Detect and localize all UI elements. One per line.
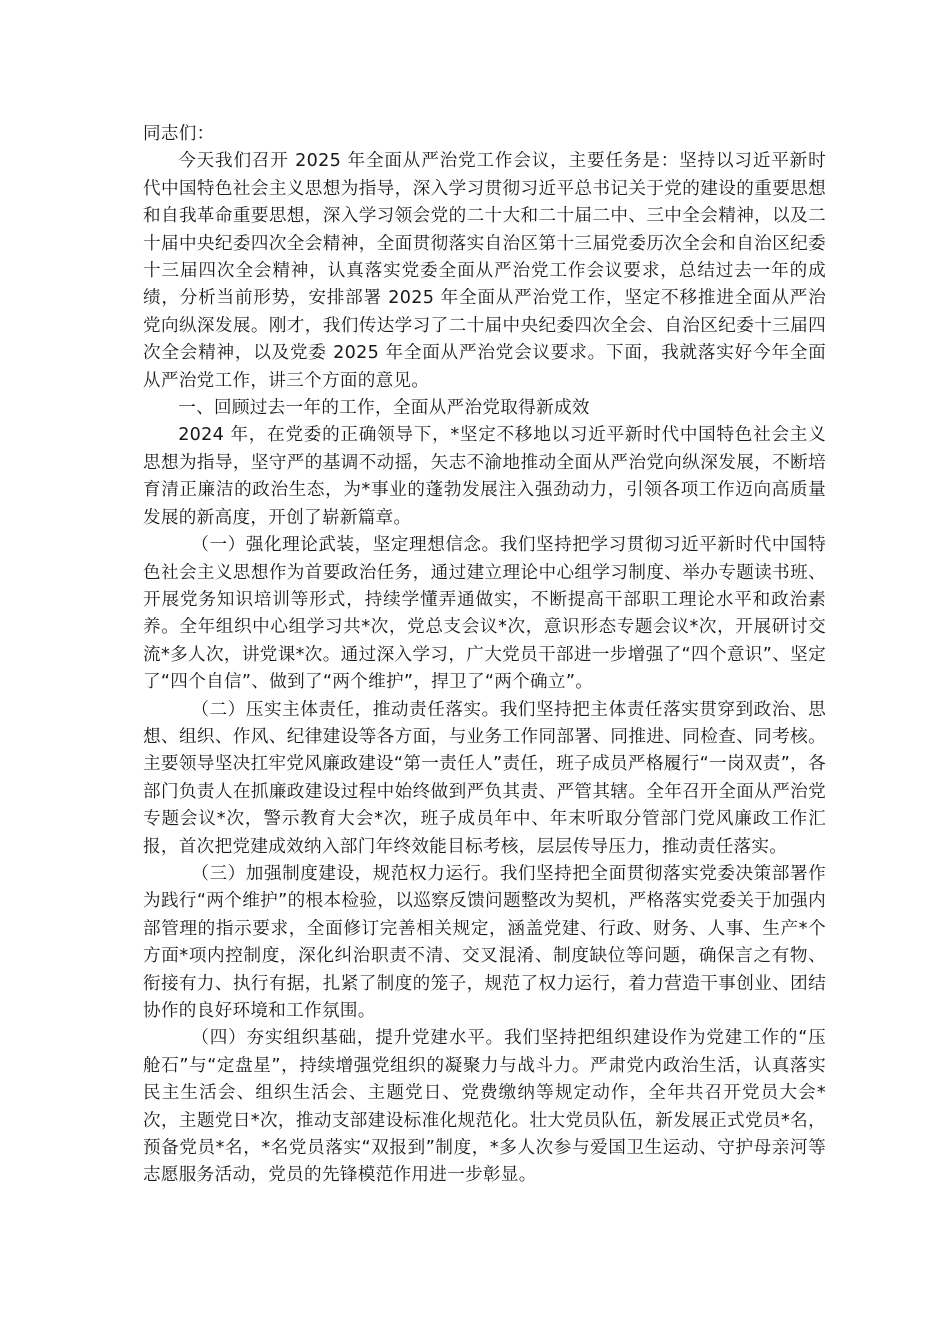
subsection-theory: （一）强化理论武装，坚定理想信念。我们坚持把学习贯彻习近平新时代中国特色社会主义思想作为首要政治任务，通过建立理论中心组学习制度、举办专题读书班、开展党务知识培训等形式，持续学懂弄通做实，不断提高干部职工理论水平和政治素养。全年组织中心组学习共*次，党总支会议*次，意识形态专题会议*次，开展研讨交流*多人次，讲党课*次。通过深入学习，广大党员干部进一步增强了“四个意识”、坚定了“四个自信”、做到了“两个维护”，捍卫了“两个确立”。 — [143, 535, 826, 693]
section-heading-1: 一、回顾过去一年的工作，全面从严治党取得新成效 — [178, 398, 590, 419]
document-page — [143, 121, 826, 1190]
subsection-system: （三）加强制度建设，规范权力运行。我们坚持把全面贯彻落实党委决策部署作为践行“两个维护”的根本检验，以巡察反馈问题整改为契机，严格落实党委关于加强内部管理的指示要求，全面修订完善相关规定，涵盖党建、行政、财务、人事、生产*个方面*项内控制度，深化纠治职责不清、交叉混淆、制度缺位等问题，确保言之有物、衔接有力、执行有据，扎紧了制度的笼子，规范了权力运行，着力营造干事创业、团结协作的良好环境和工作氛围。 — [143, 863, 826, 1021]
paragraph-opening: 今天我们召开 2025 年全面从严治党工作会议，主要任务是：坚持以习近平新时代中国特色社会主义思想为指导，深入学习贯彻习近平总书记关于党的建设的重要思想和自我革命重要思想，深入学习领会党的二十大和二十届二中、三中全会精神，以及二十届中央纪委四次全会精神，全面贯彻落实自治区第十三届党委历次全会和自治区纪委十三届四次全会精神，认真落实党委全面从严治党工作会议要求，总结过去一年的成绩，分析当前形势，安排部署 2025 年全面从严治党工作，坚定不移推进全面从严治党向纵深发展。刚才，我们传达学习了二十届中央纪委四次全会、自治区纪委十三届四次全会精神，以及党委 2025 年全面从严治党会议要求。下面，我就落实好今年全面从严治党工作，讲三个方面的意见。 — [143, 151, 826, 391]
salutation: 同志们： — [143, 124, 215, 144]
subsection-organization: （四）夯实组织基础，提升党建水平。我们坚持把组织建设作为党建工作的“压舱石”与“定盘星”，持续增强党组织的凝聚力与战斗力。严肃党内政治生活，认真落实民主生活会、组织生活会、主题党日、党费缴纳等规定动作，全年共召开党员大会*次，主题党日*次，推动支部建设标准化规范化。壮大党员队伍，新发展正式党员*名，预备党员*名，*名党员落实“双报到”制度，*多人次参与爱国卫生运动、守护母亲河等志愿服务活动，党员的先锋模范作用进一步彰显。 — [143, 1028, 826, 1186]
paragraph-2024-summary: 2024 年，在党委的正确领导下，*坚定不移地以习近平新时代中国特色社会主义思想为指导，坚守严的基调不动摇，矢志不渝地推动全面从严治党向纵深发展，不断培育清正廉洁的政治生态，为*事业的蓬勃发展注入强劲动力，引领各项工作迈向高质量发展的新高度，开创了崭新篇章。 — [143, 425, 826, 528]
subsection-responsibility: （二）压实主体责任，推动责任落实。我们坚持把主体责任落实贯穿到政治、思想、组织、作风、纪律建设等各方面，与业务工作同部署、同推进、同检查、同考核。主要领导坚决扛牢党风廉政建设“第一责任人”责任，班子成员严格履行“一岗双责”，各部门负责人在抓廉政建设过程中始终做到严负其责、严管其辖。全年召开全面从严治党专题会议*次，警示教育大会*次，班子成员年中、年末听取分管部门党风廉政工作汇报，首次把党建成效纳入部门年终效能目标考核，层层传导压力，推动责任落实。 — [143, 699, 826, 857]
